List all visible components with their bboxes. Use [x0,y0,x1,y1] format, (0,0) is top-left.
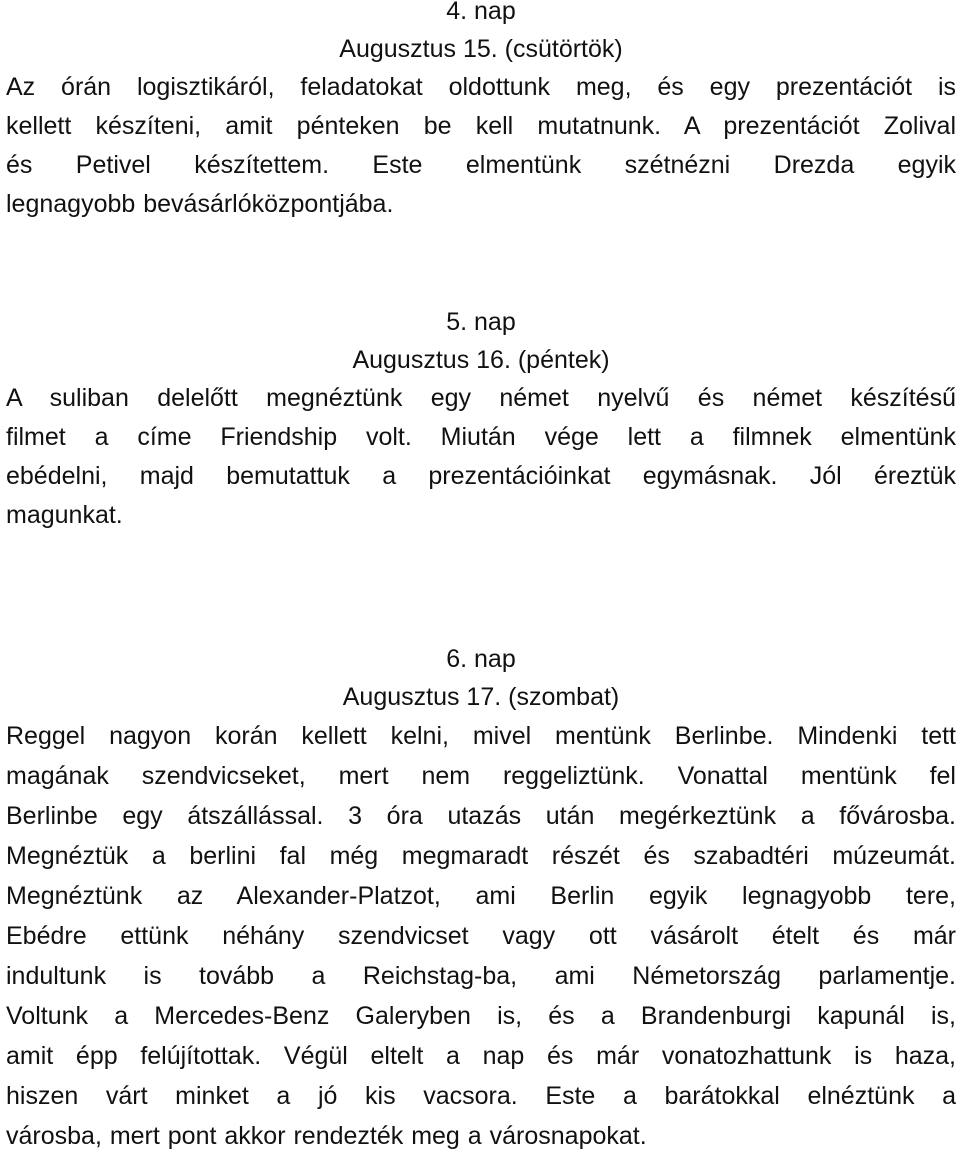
day-title: 4. nap [446,0,516,25]
paragraph-line: amit épp felújítottak. Végül eltelt a nap és már vonatozhattunk is haza, [6,1042,956,1070]
paragraph-line: magunkat. [6,501,123,529]
paragraph-line: Berlinbe egy átszállással. 3 óra utazás után megérkeztünk a fővárosba. [6,802,956,830]
day-date: Augusztus 16. (péntek) [352,346,610,374]
paragraph-line: indultunk is tovább a Reichstag-ba, ami Németország parlamentje. [6,962,956,990]
day-date: Augusztus 15. (csütörtök) [339,35,623,63]
day-paragraph [6,379,956,535]
paragraph-line: Ebédre ettünk néhány szendvicset vagy ott vásárolt ételt és már [6,922,956,950]
paragraph-line: legnagyobb bevásárlóközpontjába. [6,190,394,218]
paragraph-line: városba, mert pont akkor rendezték meg a városnapokat. [6,1122,647,1150]
paragraph-line: magának szendvicseket, mert nem reggeliztünk. Vonattal mentünk fel [6,762,956,790]
paragraph-line: és Petivel készítettem. Este elmentünk szétnézni Drezda egyik [6,151,956,179]
day-5-section [6,303,956,535]
day-title: 5. nap [446,308,516,336]
day-paragraph [6,68,956,224]
paragraph-line: kellett készíteni, amit pénteken be kell mutatnunk. A prezentációt Zolival [6,112,956,140]
paragraph-line: hiszen várt minket a jó kis vacsora. Este a barátokkal elnéztünk a [6,1082,956,1110]
paragraph-line: Reggel nagyon korán kellett kelni, mivel mentünk Berlinbe. Mindenki tett [6,722,956,750]
day-6-section [6,640,956,1156]
paragraph-line: Megnéztük a berlini fal még megmaradt részét és szabadtéri múzeumát. [6,842,956,870]
paragraph-line: ebédelni, majd bemutattuk a prezentációinkat egymásnak. Jól éreztük [6,462,956,490]
day-date: Augusztus 17. (szombat) [342,683,620,711]
day-paragraph [6,716,956,1156]
paragraph-line: Az órán logisztikáról, feladatokat oldottunk meg, és egy prezentációt is [6,73,956,101]
paragraph-line: A suliban delelőtt megnéztünk egy német nyelvű és német készítésű [6,384,956,412]
paragraph-line: Voltunk a Mercedes-Benz Galeryben is, és a Brandenburgi kapunál is, [6,1002,956,1030]
day-title: 6. nap [446,645,516,673]
day-4-section [6,0,956,224]
paragraph-line: filmet a címe Friendship volt. Miután vége lett a filmnek elmentünk [6,423,956,451]
paragraph-line: Megnéztünk az Alexander-Platzot, ami Berlin egyik legnagyobb tere, [6,882,956,910]
